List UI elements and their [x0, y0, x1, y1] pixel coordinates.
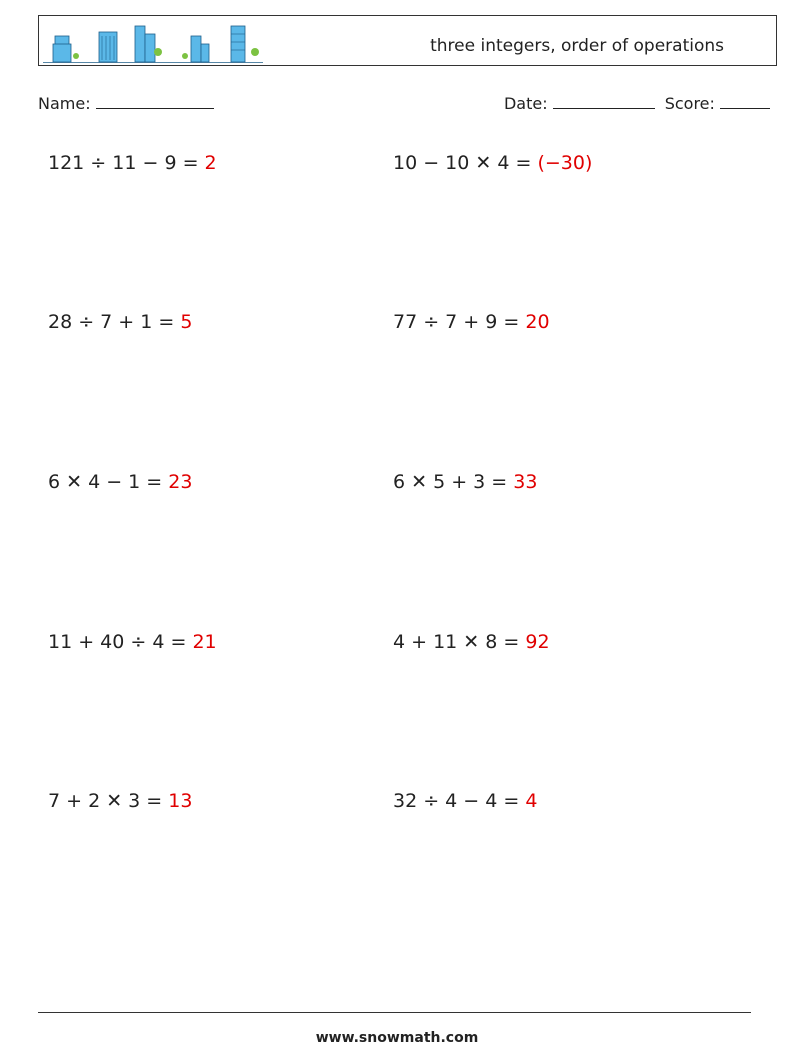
problem-answer: 23 [168, 471, 193, 493]
date-label: Date: [503, 94, 548, 113]
problem-7 [48, 631, 217, 653]
problem-4 [393, 311, 550, 333]
worksheet-title: three integers, order of operations [430, 36, 724, 56]
problem-6 [393, 471, 537, 493]
problem-expression: 4 + 11 ✕ 8 = [393, 631, 520, 653]
problem-expression: 32 ÷ 4 − 4 = [393, 790, 520, 812]
worksheet-header [38, 15, 777, 66]
problem-answer: 21 [192, 631, 217, 653]
problem-8 [393, 631, 550, 653]
problem-10 [393, 790, 537, 812]
problem-expression: 6 ✕ 4 − 1 = [48, 471, 163, 493]
problem-answer: (−30) [537, 152, 593, 174]
problem-expression: 11 + 40 ÷ 4 = [48, 631, 187, 653]
problem-9 [48, 790, 192, 812]
score-blank[interactable] [720, 92, 770, 109]
name-blank[interactable] [96, 92, 214, 109]
problem-answer: 92 [525, 631, 550, 653]
date-field [504, 92, 655, 113]
problem-answer: 4 [525, 790, 538, 812]
problem-expression: 77 ÷ 7 + 9 = [393, 311, 520, 333]
problem-answer: 13 [168, 790, 193, 812]
city-buildings-icon [43, 22, 263, 66]
problem-5 [48, 471, 192, 493]
name-field [38, 92, 214, 113]
date-blank[interactable] [553, 92, 655, 109]
date-score-fields [504, 92, 770, 113]
problem-answer: 33 [513, 471, 538, 493]
problem-3 [48, 311, 192, 333]
problem-answer: 5 [180, 311, 193, 333]
name-label: Name: [38, 94, 91, 113]
footer-divider [38, 1012, 751, 1013]
score-field [665, 92, 770, 113]
problem-answer: 20 [525, 311, 550, 333]
problem-answer: 2 [204, 152, 217, 174]
problem-expression: 28 ÷ 7 + 1 = [48, 311, 175, 333]
score-label: Score: [664, 94, 715, 113]
problem-expression: 10 − 10 ✕ 4 = [393, 152, 532, 174]
problem-expression: 6 ✕ 5 + 3 = [393, 471, 508, 493]
problem-2 [393, 152, 592, 174]
problem-expression: 121 ÷ 11 − 9 = [48, 152, 199, 174]
problem-1 [48, 152, 217, 174]
footer-url[interactable]: www.snowmath.com [315, 1030, 479, 1046]
problem-expression: 7 + 2 ✕ 3 = [48, 790, 163, 812]
